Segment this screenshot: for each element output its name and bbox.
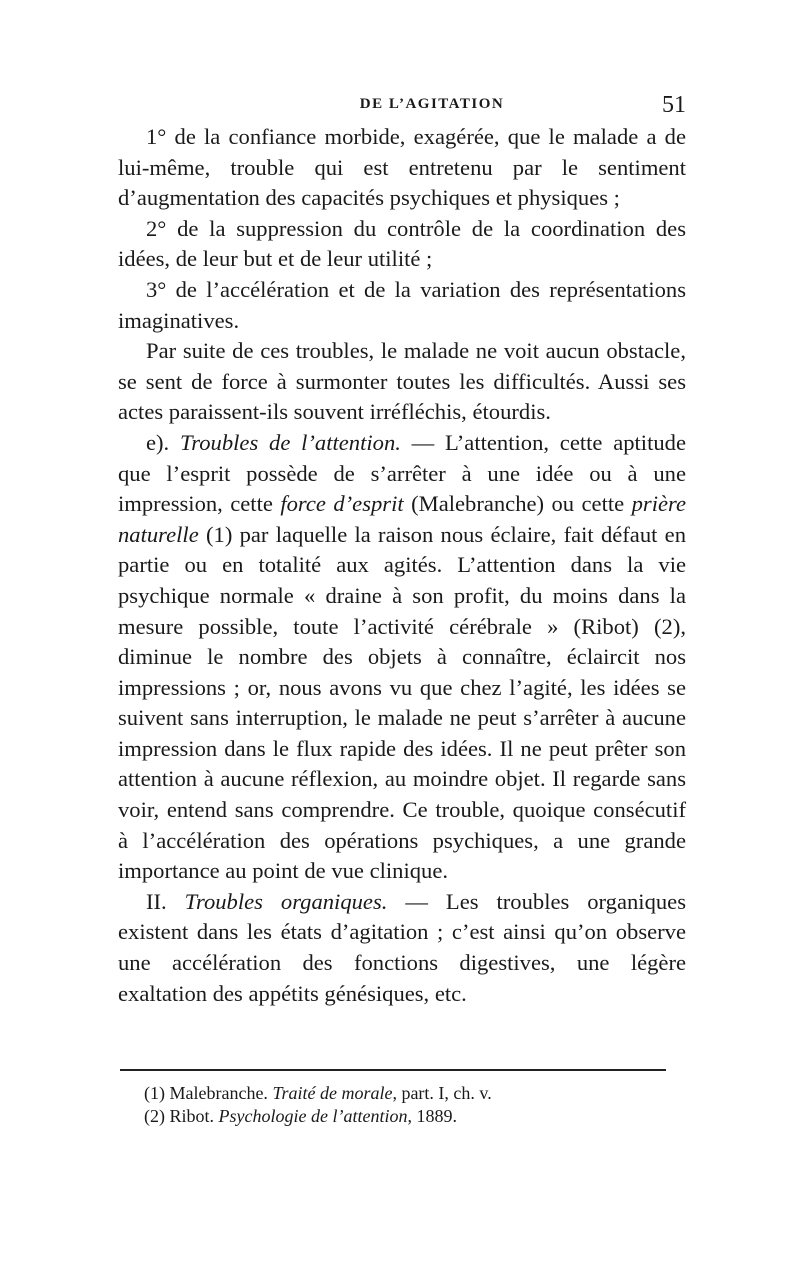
paragraph-text: — L’attention, cette aptitude que l’esprit possède de s’arrêter à une idée ou à une impression, cette [118, 429, 686, 517]
footnote-detail: , 1889. [407, 1106, 457, 1126]
footnote-title: Psychologie de l’attention [218, 1106, 408, 1126]
paragraph-text: Par suite de ces troubles, le malade ne voit aucun obstacle, se sent de force à surmonter toutes les difficultés. Aussi ses actes paraissent-ils souvent irréfléchis, étourdis. [118, 338, 686, 425]
footnote-title: Traité de morale [272, 1083, 393, 1103]
emphasis: force d’esprit [280, 491, 404, 517]
paragraph-text: — Les troubles organiques existent dans les états d’agitation ; c’est ainsi qu’on observe une accélération des fonctions digestives, une légère exaltation des appétits génésiques, etc. [118, 888, 686, 1006]
paragraph-text: (1) par laquelle la raison nous éclaire, fait défaut en partie ou en totalité aux agités. L’attention dans la vie psychique normale « draine à son profit, du moins dans la mesure possible, toute l’activité cérébrale » (Ribot) (2), diminue le nombre des objets à connaître, éclaircit nos impressions ; or, nous avons vu que chez l’agité, les idées se suivent sans interruption, le malade ne peut s’arrêter à aucune impression dans le flux rapide des idées. Il ne peut prêter son attention à aucune réflexion, au moindre objet. Il regarde sans voir, entend sans comprendre. Ce trouble, quoique consécutif à l’accélération des opérations psychiques, a une grande importance au point de vue clinique. [118, 521, 686, 884]
page-header [118, 92, 686, 122]
running-title: DE L’AGITATION [359, 96, 505, 112]
paragraph [118, 275, 686, 336]
footnotes [144, 1082, 684, 1128]
footnote-ref: (1) Malebranche. [144, 1083, 273, 1103]
footnote [144, 1105, 684, 1128]
section-marker: II. [146, 888, 185, 914]
footnote-rule [120, 1069, 666, 1071]
paragraph-text: (Malebranche) ou cette [403, 491, 632, 517]
paragraph-text: 1° de la confiance morbide, exagérée, que le malade a de lui-même, trouble qui est entretenu par le sentiment d’augmentation des capacités psychiques et physiques ; [118, 124, 686, 211]
paragraph-text: 2° de la suppression du contrôle de la coordination des idées, de leur but et de leur utilité ; [118, 215, 686, 272]
section-marker: e). [146, 429, 180, 455]
paragraph [118, 122, 686, 214]
footnote-ref: (2) Ribot. [144, 1106, 219, 1126]
footnote-detail: , part. I, ch. v. [392, 1083, 492, 1103]
paragraph [118, 336, 686, 428]
paragraph-attention [118, 428, 686, 887]
section-heading: Troubles de l’attention. [179, 429, 401, 455]
body-text [118, 122, 686, 1009]
footnote [144, 1082, 684, 1105]
paragraph [118, 214, 686, 275]
section-heading: Troubles organiques. [184, 888, 388, 914]
emphasis: prière naturelle [118, 491, 686, 547]
paragraph-text: 3° de l’accélération et de la variation des représentations imaginatives. [118, 276, 686, 333]
paragraph-organic [118, 887, 686, 1009]
page-number: 51 [662, 92, 686, 118]
